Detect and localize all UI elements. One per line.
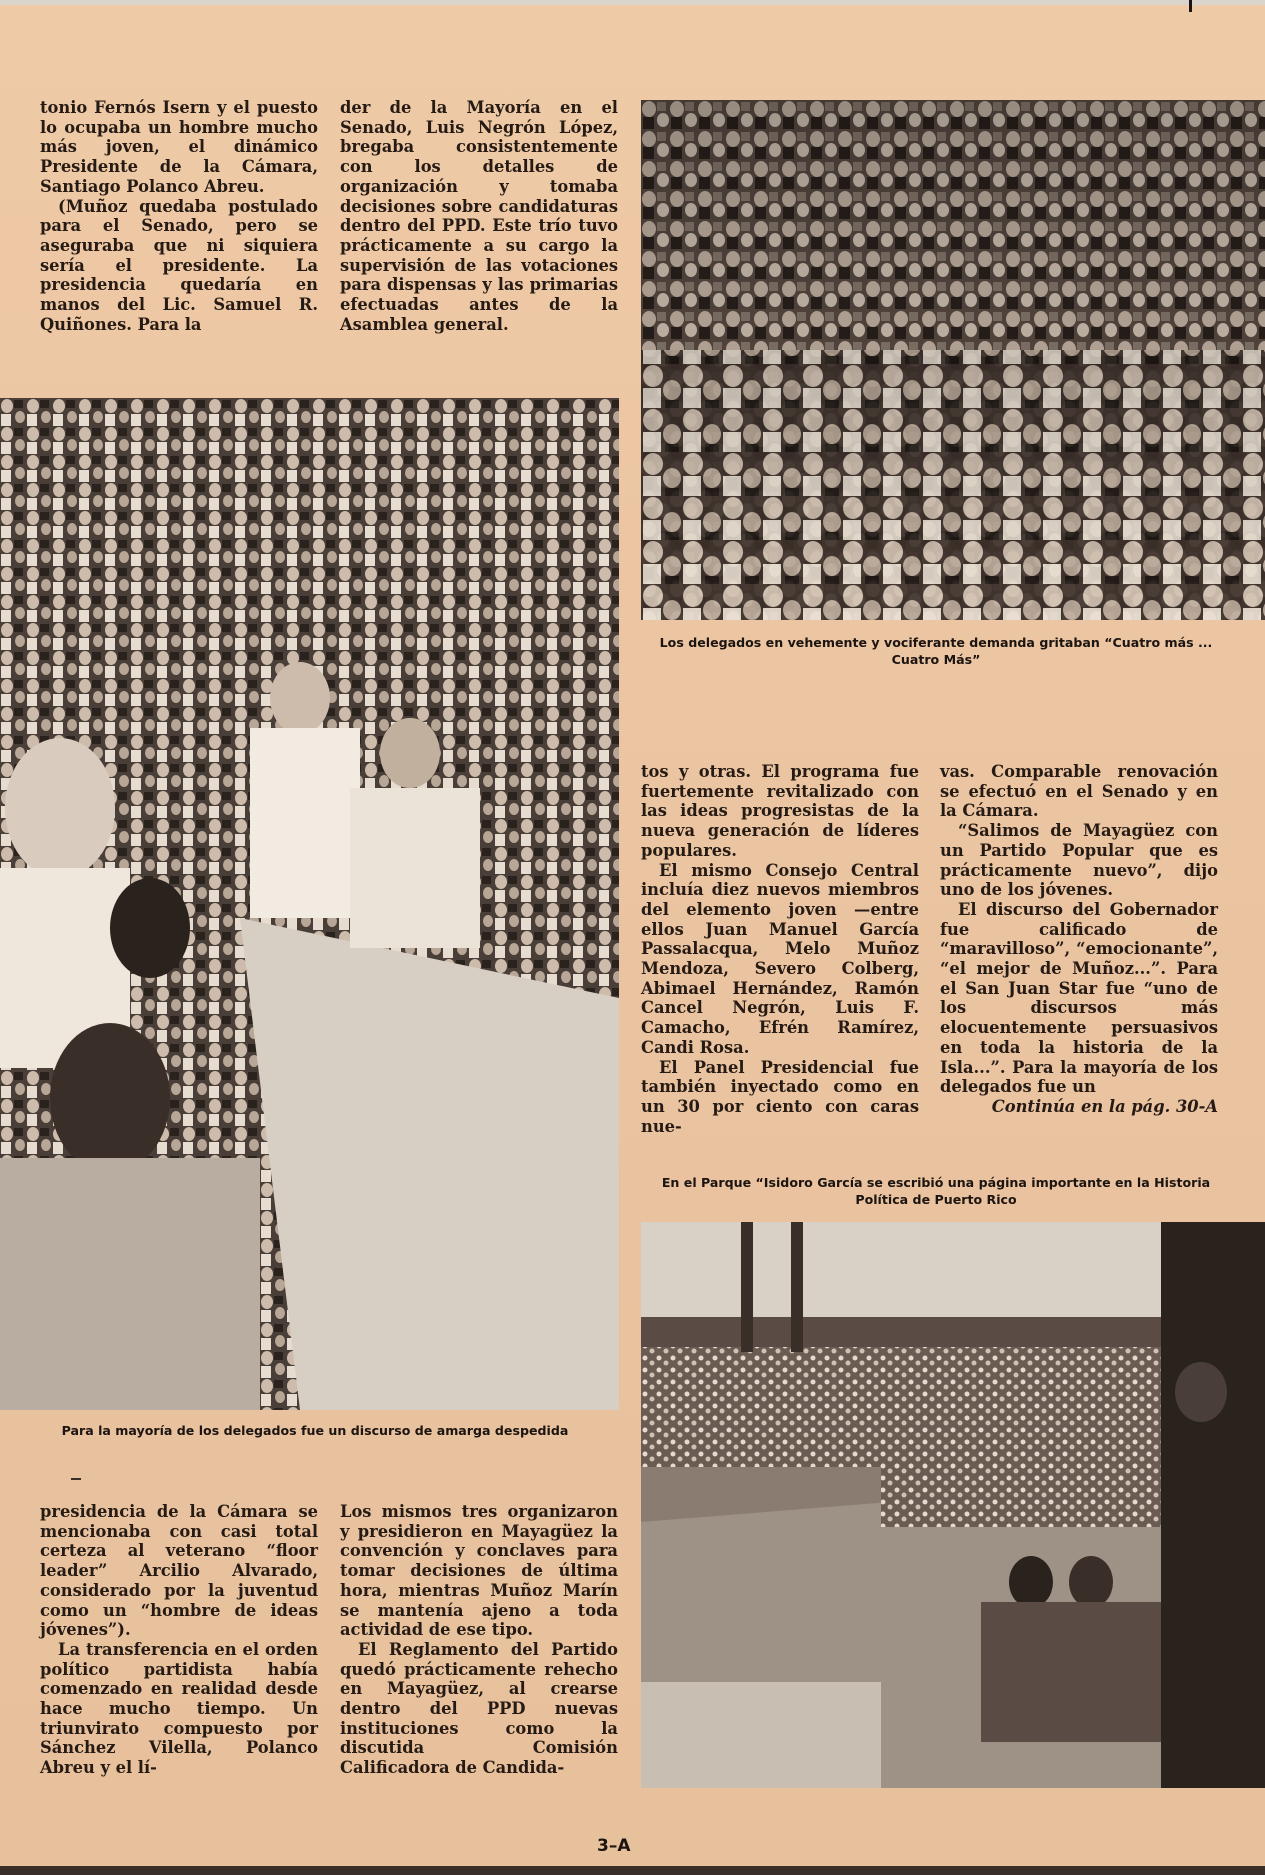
crowd-photo-caption: Los delegados en vehemente y vociferante demanda gritaban “Cuatro más ... Cuatro Más”: [659, 635, 1213, 667]
paragraph: tos y otras. El programa fue fuertemente revitalizado con las ideas progresistas de la nueva generación de líderes populares.: [641, 762, 919, 860]
text-column-bottom-middle: [340, 1502, 618, 1778]
paragraph: vas. Comparable renovación se efectuó en el Senado y en la Cámara.: [940, 762, 1218, 821]
text-column-bottom-left: [40, 1502, 318, 1778]
top-edge: [0, 0, 1265, 5]
paragraph: El discurso del Gobernador fue calificado de “maravilloso”, “emocionante”, “el mejor de Muñoz...”. Para el San Juan Star fue “uno de los discursos más elocuentemente persuasivos en toda la historia de la Isla...”. Para la mayoría de los delegados fue un: [940, 899, 1218, 1097]
text-column-mid-right: [940, 762, 1218, 1117]
stadium-photo: [641, 1222, 1265, 1788]
continued-note: Continúa en la pág. 30-A: [991, 1096, 1218, 1116]
stadium-photo-caption: En el Parque “Isidoro García se escribió una página importante en la Historia Política de Puerto Rico: [661, 1175, 1211, 1207]
edge-mark: [1189, 0, 1192, 12]
paragraph: El Panel Presidencial fue también inyectado como en un 30 por ciento con caras nue-: [641, 1057, 919, 1136]
paragraph: presidencia de la Cámara se mencionaba con casi total certeza al veterano “floor leader” Arcilio Alvarado, considerado por la juventud como un “hombre de ideas jóvenes”).: [40, 1502, 318, 1640]
speaker-photo-caption: Para la mayoría de los delegados fue un discurso de amarga despedida: [61, 1423, 569, 1438]
crowd-photo-image: [641, 100, 1265, 620]
stadium-photo-image: [641, 1222, 1265, 1788]
speaker-photo-image: [0, 398, 619, 1410]
speaker-photo: [0, 398, 619, 1410]
paragraph: “Salimos de Mayagüez con un Partido Popular que es prácticamente nuevo”, dijo uno de los jóvenes.: [940, 821, 1218, 900]
text-column-top-middle: [340, 98, 618, 334]
divider: [71, 1478, 81, 1480]
paragraph: El mismo Consejo Central incluía diez nuevos miembros del elemento joven —entre ellos Juan Manuel García Passalacqua, Melo Muñoz Mendoza, Severo Colberg, Abimael Hernández, Ramón Cancel Negrón, Luis F. Camacho, Efrén Ramírez, Candi Rosa.: [641, 860, 919, 1057]
bottom-edge: [0, 1866, 1265, 1875]
paragraph: El Reglamento del Partido quedó prácticamente rehecho en Mayagüez, al crearse dentro del PPD nuevas instituciones como la discutida Comisión Calificadora de Candida-: [340, 1639, 618, 1778]
page-number: 3–A: [597, 1836, 631, 1856]
paragraph: La transferencia en el orden político partidista había comenzado en realidad desde hace mucho tiempo. Un triunvirato compuesto por Sánchez Vilella, Polanco Abreu y el lí-: [40, 1639, 318, 1778]
crowd-photo: [641, 100, 1265, 620]
paragraph: der de la Mayoría en el Senado, Luis Negrón López, bregaba consistentemente con los detalles de organización y tomaba decisiones sobre candidaturas dentro del PPD. Este trío tuvo prácticamente a su cargo la supervisión de las votaciones para dispensas y las primarias efectuadas antes de la Asamblea general.: [340, 98, 618, 334]
text-column-top-left: [40, 98, 318, 334]
paragraph: (Muñoz quedaba postulado para el Senado, pero se aseguraba que ni siquiera sería el presidente. La presidencia quedaría en manos del Lic. Samuel R. Quiñones. Para la: [40, 196, 318, 334]
paragraph: tonio Fernós Isern y el puesto lo ocupaba un hombre mucho más joven, el dinámico Presidente de la Cámara, Santiago Polanco Abreu.: [40, 98, 318, 196]
paragraph: Los mismos tres organizaron y presidieron en Mayagüez la convención y conclaves para tomar decisiones de última hora, mientras Muñoz Marín se mantenía ajeno a toda actividad de ese tipo.: [340, 1502, 618, 1640]
text-column-mid-middle: [641, 762, 919, 1136]
